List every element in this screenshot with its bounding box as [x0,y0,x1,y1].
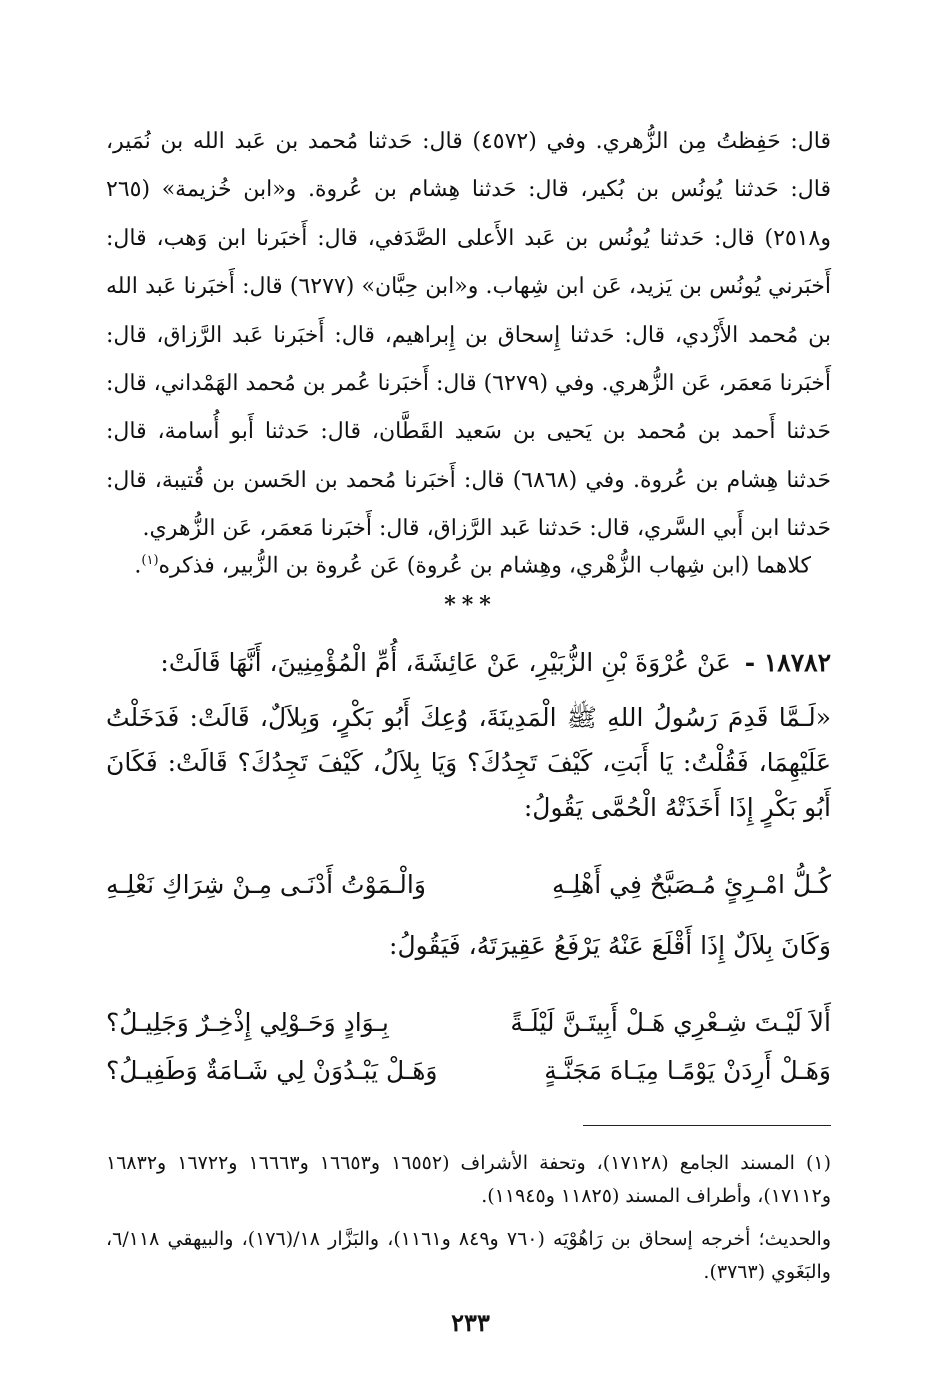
page-number: ٢٣٣ [451,1308,490,1337]
footnote-divider [583,1125,831,1126]
summary-end: . [134,553,142,579]
hadith-body: «لَـمَّا قَدِمَ رَسُولُ اللهِ ﷺ الْمَدِينَةَ، وُعِكَ أَبُو بَكْرٍ، وَبِلاَلٌ، قَالَتْ: فَدَخَلْتُ عَلَيْهِمَا، فَقُلْتُ: يَا أَبَتِ، كَيْفَ تَجِدُكَ؟ وَيَا بِلاَلُ، كَيْفَ تَجِدُكَ؟ قَالَتْ: فَكَانَ أَبُو بَكْرٍ إِذَا أَخَذَتْهُ الْحُمَّى يَقُولُ: [106,703,831,822]
footnote-reference[interactable]: (١) [141,553,159,568]
verse-3-second-hemistich: وَهَـلْ يَبْـدُوَنْ لِي شَـامَةٌ وَطَفِيـلُ؟ [106,1056,438,1085]
verse-1-first-hemistich: كُـلُّ امْـرِئٍ مُـصَبَّحٌ فِي أَهْلِـهِ [552,870,831,899]
verse-3-first-hemistich: وَهَـلْ أَرِدَنْ يَوْمًـا مِيَـاهَ مَجَنَّـةٍ [544,1056,831,1085]
verse-2-second-hemistich: بِـوَادٍ وَحَـوْلِي إِذْخِـرٌ وَجَلِيـلُ؟ [106,1008,389,1037]
section-separator: *** [444,592,497,618]
footnote-2: والحديث؛ أخرجه إسحاق بن رَاهُوْيَه (٧٦٠ و٨٤٩ و١١٦١)، والبَزَّار ١٨/(١٧٦)، والبيهقي ٦/١١٨، والبَغَوي (٣٧٦٣). [106,1228,832,1283]
poem-verse-3 [106,1048,831,1094]
isnad-paragraph: قال: حَفِظتُ مِن الزُّهري. وفي (٤٥٧٢) قال: حَدثنا مُحمد بن عَبد الله بن نُمَير، قال: حَدثنا يُونُس بن بُكير، قال: حَدثنا هِشام بن عُروة. و«ابن خُزيمة» (٢٦٥ و٢٥١٨) قال: حَدثنا يُونُس بن عَبد الأَعلى الصَّدَفي، قال: أَخبَرنا ابن وَهب، قال: أَخبَرني يُونُس بن يَزيد، عَن ابن شِهاب. و«ابن حِبَّان» (٦٢٧٧) قال: أَخبَرنا عَبد الله بن مُحمد الأَزْدي، قال: حَدثنا إِسحاق بن إِبراهيم، قال: أَخبَرنا عَبد الرَّزاق، قال: أَخبَرنا مَعمَر، عَن الزُّهري. وفي (٦٢٧٩) قال: أَخبَرنا عُمر بن مُحمد الهَمْداني، قال: حَدثنا أَحمد بن مُحمد بن يَحيى بن سَعيد القَطَّان، قال: حَدثنا أَبو أُسامة، قال: حَدثنا هِشام بن عُروة. وفي (٦٨٦٨) قال: أَخبَرنا مُحمد بن الحَسن بن قُتيبة، قال: حَدثنا ابن أَبي السَّري، قال: حَدثنا عَبد الرَّزاق، قال: أَخبَرنا مَعمَر، عَن الزُّهري. [106,129,831,542]
verse-2-first-hemistich: أَلاَ لَيْـتَ شِـعْرِي هَـلْ أَبِيتَـنَّ لَيْلَـةً [510,1008,831,1037]
poem-verse-2 [106,1000,831,1046]
summary-text: كلاهما (ابن شِهاب الزُّهْري، وهِشام بن عُروة) عَن عُروة بن الزُّبير، فذكره [158,553,811,579]
hadith-heading-text: عَنْ عُرْوَةَ بْنِ الزُّبَيْرِ، عَنْ عَائِشَةَ، أُمِّ الْمُؤْمِنِينَ، أَنَّهَا قَالَتْ: [160,648,731,677]
footnote-1: (١) المسند الجامع (١٧١٢٨)، وتحفة الأشراف (١٦٥٥٢ و١٦٦٥٣ و١٦٦٦٣ و١٦٧٢٢ و١٦٨٣٢ و١٧١١٢)، وأطراف المسند (١١٨٢٥ و١١٩٤٥). [106,1152,832,1207]
hadith-heading [106,643,831,683]
poem-verse-1 [106,862,831,908]
hadith-number: ١٨٧٨٢ - [744,648,831,677]
verse-1-second-hemistich: وَالْـمَوْتُ أَدْنَـى مِـنْ شِرَاكِ نَعْلِـهِ [106,870,426,899]
bilal-line: وَكَانَ بِلاَلٌ إِذَا أَقْلَعَ عَنْهُ يَرْفَعُ عَقِيرَتَهُ، فَيَقُولُ: [389,931,831,960]
summary-line [106,545,811,582]
